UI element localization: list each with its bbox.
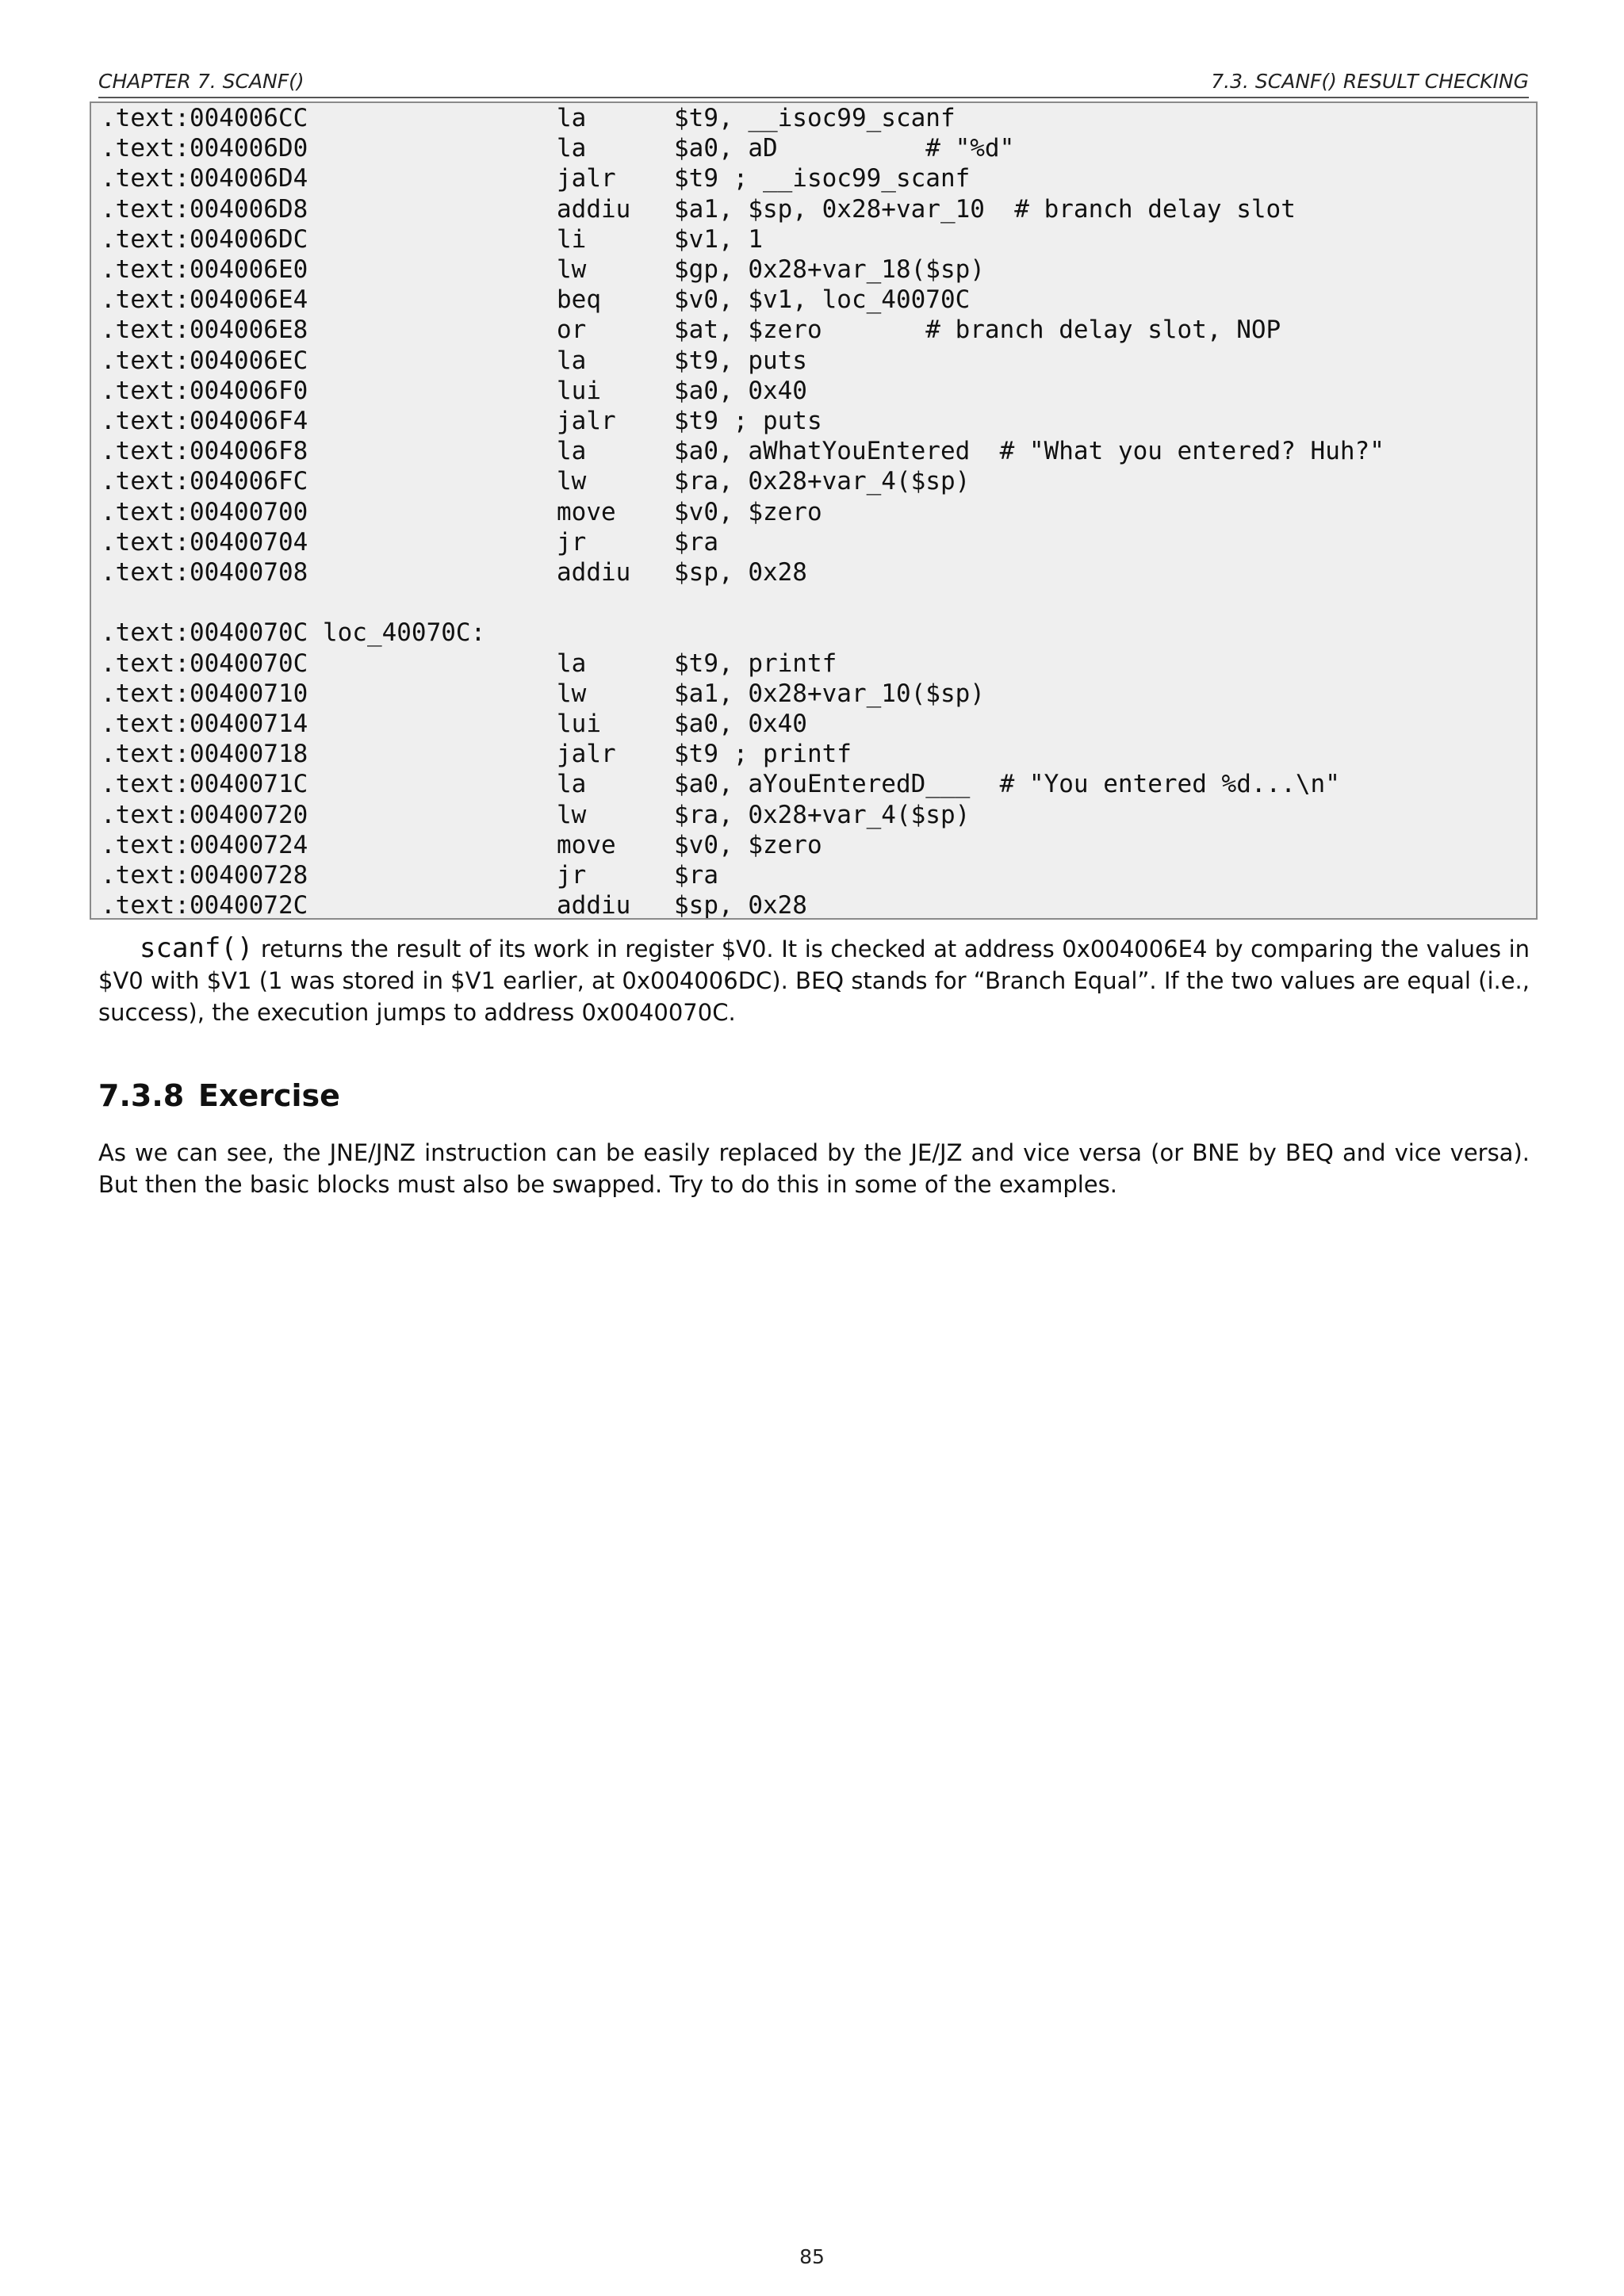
code-address: .text:00400710 — [101, 679, 308, 708]
code-address: .text:004006E0 — [101, 255, 308, 284]
code-operands: $t9, printf — [674, 649, 837, 678]
code-address: .text:0040070C — [101, 649, 308, 678]
code-mnemonic: lui — [557, 710, 601, 738]
code-operands: $ra — [674, 861, 718, 890]
code-line — [101, 800, 1528, 830]
code-mnemonic: addiu — [557, 891, 631, 920]
code-mnemonic: lw — [557, 679, 587, 708]
code-address: .text:004006FC — [101, 467, 308, 496]
code-mnemonic: la — [557, 437, 587, 466]
code-mnemonic: move — [557, 497, 616, 526]
code-operands: $sp, 0x28 — [674, 558, 807, 587]
code-mnemonic: jr — [557, 861, 587, 890]
code-operands: $sp, 0x28 — [674, 891, 807, 920]
code-mnemonic: lw — [557, 800, 587, 829]
code-operands: $gp, 0x28+var_18($sp) — [674, 255, 985, 284]
code-address: .text:004006EC — [101, 346, 308, 375]
code-mnemonic: beq — [557, 285, 601, 315]
paragraph-text: returns the result of its work in register $V0. It is checked at address 0x004006E4 by comparing the values in $V0 with $V1 (1 was stored in $V1 earlier, at 0x004006DC). BEQ stands for “Branch Equal”. If the two values are equal (i.e., success), the execution jumps to address 0x0040070C. — [98, 936, 1530, 1026]
code-line — [101, 285, 1528, 315]
code-line — [101, 890, 1528, 920]
code-line — [101, 254, 1528, 285]
code-line — [101, 346, 1528, 376]
code-operands: $ra, 0x28+var_4($sp) — [674, 467, 971, 496]
code-mnemonic: la — [557, 770, 587, 799]
code-line — [101, 436, 1528, 466]
code-mnemonic: jalr — [557, 740, 616, 769]
code-line — [101, 497, 1528, 527]
code-line — [101, 466, 1528, 496]
code-operands: $t9 ; __isoc99_scanf — [674, 164, 971, 193]
code-line — [101, 739, 1528, 769]
code-line — [101, 163, 1528, 193]
paragraph-exercise: As we can see, the JNE/JNZ instruction can be easily replaced by the JE/JZ and vice versa (or BNE by BEQ and vice versa). But then the basic blocks must also be swapped. Try to do this in some of the examples. — [98, 1139, 1530, 1198]
code-address: .text:00400724 — [101, 830, 308, 859]
code-mnemonic: addiu — [557, 194, 631, 224]
code-line — [101, 860, 1528, 890]
code-line — [101, 527, 1528, 557]
code-address: .text:004006E4 — [101, 285, 308, 315]
code-address: .text:004006CC — [101, 104, 308, 132]
code-line — [101, 406, 1528, 436]
paragraph-scanf-result — [98, 932, 1530, 1028]
code-line — [101, 679, 1528, 709]
code-address: .text:004006D4 — [101, 164, 308, 193]
code-address: .text:00400700 — [101, 497, 308, 526]
code-mnemonic: la — [557, 134, 587, 163]
code-operands: $a1, $sp, 0x28+var_10 # branch delay slot — [674, 194, 1296, 224]
code-operands: $a0, aYouEnteredD___ # "You entered %d...\n" — [674, 770, 1340, 799]
code-operands: $a1, 0x28+var_10($sp) — [674, 679, 985, 708]
code-operands: $at, $zero # branch delay slot, NOP — [674, 316, 1281, 345]
code-mnemonic: or — [557, 316, 587, 345]
code-operands: $v1, 1 — [674, 224, 763, 254]
code-line — [101, 557, 1528, 587]
code-mnemonic: li — [557, 224, 587, 254]
code-mnemonic: jalr — [557, 407, 616, 435]
code-address: .text:0040071C — [101, 770, 308, 799]
code-address: .text:00400704 — [101, 527, 308, 557]
code-operands: $v0, $zero — [674, 497, 822, 526]
page-number: 85 — [799, 2245, 825, 2268]
code-operands: $a0, 0x40 — [674, 710, 807, 738]
code-line — [101, 769, 1528, 799]
code-operands: $t9 ; printf — [674, 740, 852, 769]
code-address: .text:00400714 — [101, 710, 308, 738]
code-address: .text:004006F8 — [101, 437, 308, 466]
code-operands: $a0, aD # "%d" — [674, 134, 1015, 163]
section-heading-title: Exercise — [198, 1078, 340, 1113]
section-title: 7.3. SCANF() RESULT CHECKING — [1211, 70, 1529, 93]
section-heading — [98, 1077, 340, 1115]
code-line — [101, 376, 1528, 406]
running-header — [98, 68, 1529, 98]
code-mnemonic: la — [557, 649, 587, 678]
code-address: .text:0040070C loc_40070C: — [101, 618, 486, 648]
code-line — [101, 133, 1528, 163]
code-line — [101, 587, 1528, 618]
inline-code: scanf() — [140, 932, 254, 964]
code-mnemonic: addiu — [557, 558, 631, 587]
code-operands: $a0, 0x40 — [674, 376, 807, 405]
code-operands: $v0, $zero — [674, 830, 822, 859]
code-address: .text:004006F0 — [101, 376, 308, 405]
code-operands: $t9 ; puts — [674, 407, 822, 435]
code-address: .text:004006D8 — [101, 194, 308, 224]
code-operands: $t9, puts — [674, 346, 807, 375]
code-mnemonic: la — [557, 346, 587, 375]
code-operands: $ra, 0x28+var_4($sp) — [674, 800, 971, 829]
code-address: .text:0040072C — [101, 891, 308, 920]
code-line — [101, 649, 1528, 679]
code-listing — [90, 101, 1538, 920]
code-operands: $v0, $v1, loc_40070C — [674, 285, 971, 315]
code-line — [101, 830, 1528, 860]
code-address: .text:00400720 — [101, 800, 308, 829]
code-line — [101, 315, 1528, 345]
code-mnemonic: lw — [557, 467, 587, 496]
code-mnemonic: jalr — [557, 164, 616, 193]
code-address: .text:00400718 — [101, 740, 308, 769]
code-mnemonic: lui — [557, 376, 601, 405]
code-line — [101, 224, 1528, 254]
section-number: 7.3.8 — [98, 1078, 185, 1113]
code-mnemonic: la — [557, 104, 587, 132]
code-operands: $ra — [674, 527, 718, 557]
code-address: .text:004006F4 — [101, 407, 308, 435]
code-address: .text:004006E8 — [101, 316, 308, 345]
chapter-title: CHAPTER 7. SCANF() — [98, 70, 304, 93]
code-line — [101, 194, 1528, 224]
code-mnemonic: move — [557, 830, 616, 859]
code-address: .text:004006DC — [101, 224, 308, 254]
code-operands: $a0, aWhatYouEntered # "What you entered? Huh?" — [674, 437, 1385, 466]
code-address: .text:00400728 — [101, 861, 308, 890]
code-address: .text:00400708 — [101, 558, 308, 587]
code-operands: $t9, __isoc99_scanf — [674, 104, 956, 132]
code-address: .text:004006D0 — [101, 134, 308, 163]
code-line — [101, 709, 1528, 739]
code-line — [101, 103, 1528, 133]
code-mnemonic: lw — [557, 255, 587, 284]
code-line — [101, 618, 1528, 648]
code-mnemonic: jr — [557, 527, 587, 557]
